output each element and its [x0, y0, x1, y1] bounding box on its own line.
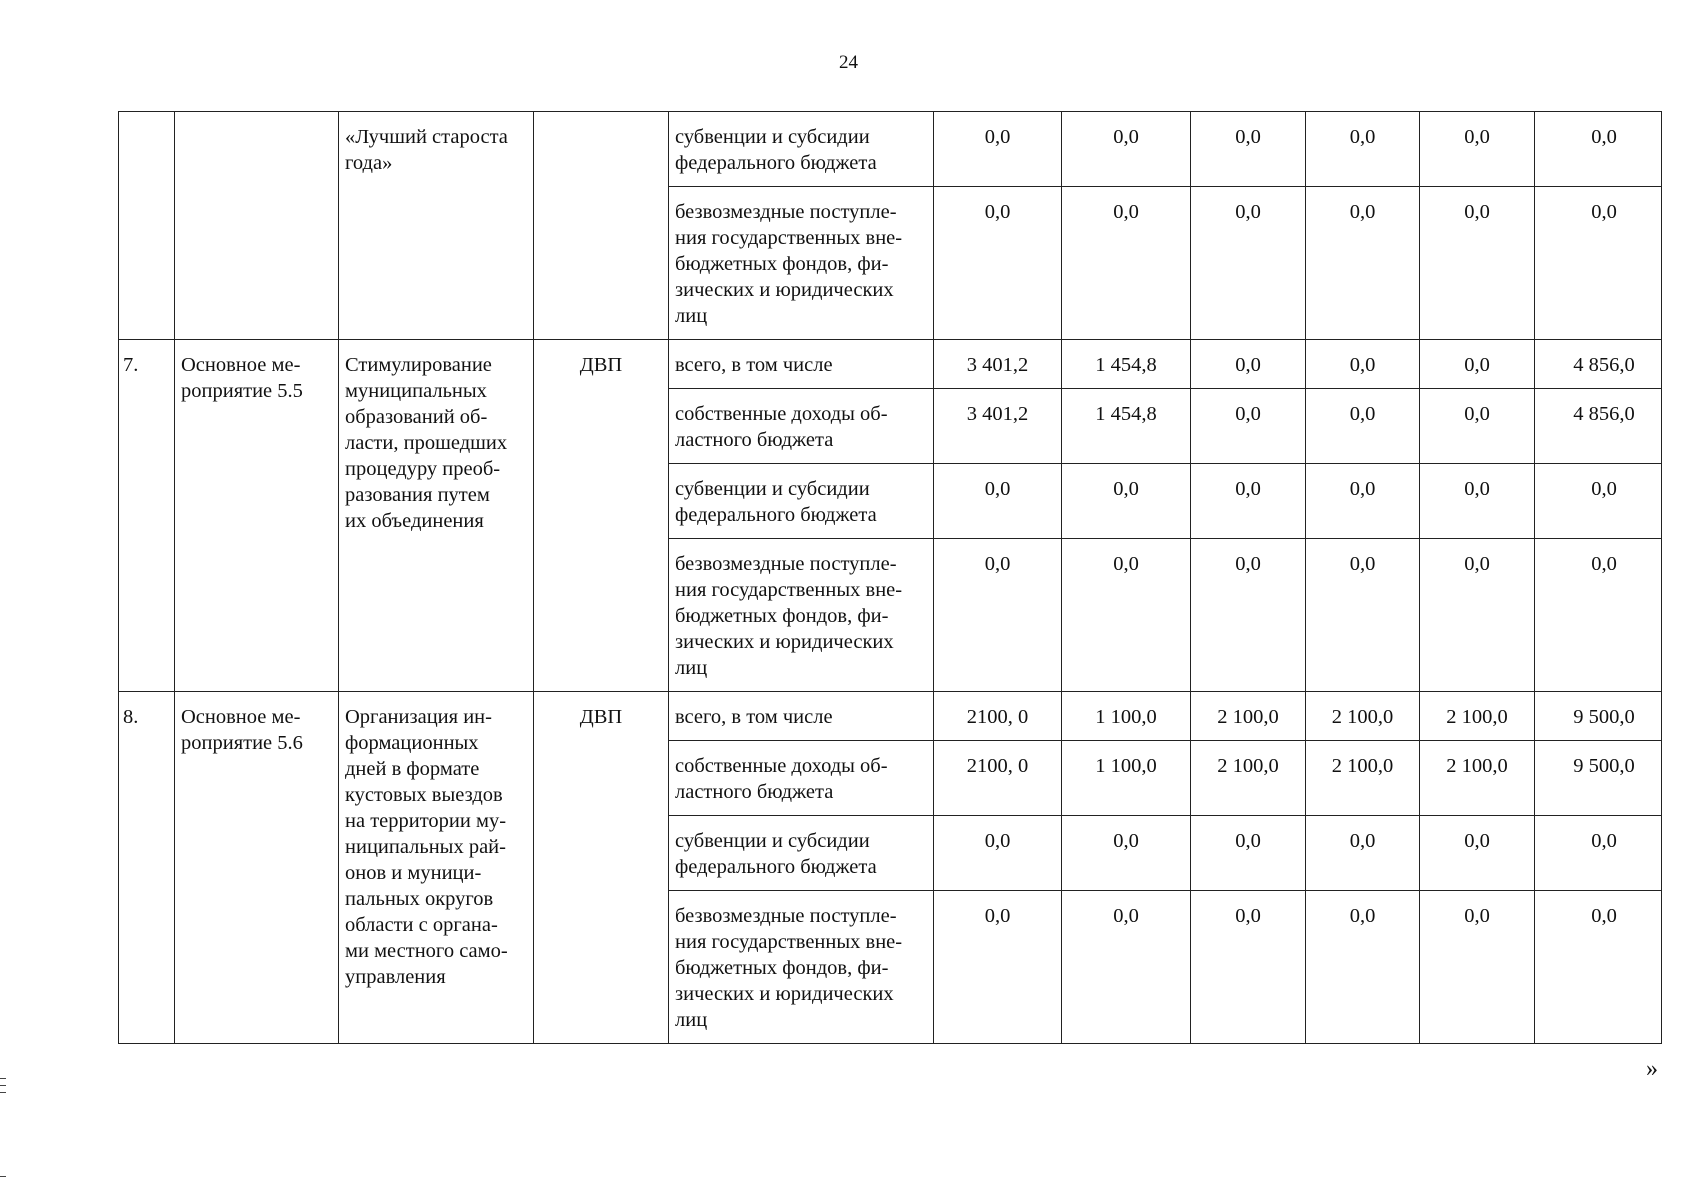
measure-title-line: процедуру преоб-: [345, 458, 501, 480]
measure-type-line: Основное ме-: [181, 354, 301, 376]
funding-source-line: лиц: [675, 1009, 708, 1031]
measure-title-line: ниципальных рай-: [345, 836, 506, 858]
value-cell: 0,0: [1306, 891, 1420, 1044]
funding-source-cell: [669, 112, 934, 187]
value-cell: 2 100,0: [1306, 692, 1420, 741]
measure-title-line: пальных округов: [345, 888, 494, 910]
value-cell: 0,0: [934, 891, 1062, 1044]
funding-source-cell: [669, 692, 934, 741]
measure-type-cell: [175, 112, 339, 340]
funding-source-line: собственные доходы об-: [675, 755, 888, 777]
funding-source-line: зических и юридических: [675, 631, 894, 653]
value-cell: 2100, 0: [934, 741, 1062, 816]
funding-source-line: бюджетных фондов, фи-: [675, 253, 889, 275]
value-cell: 0,0: [934, 464, 1062, 539]
value-cell: 2 100,0: [1191, 741, 1306, 816]
value-cell: 2 100,0: [1191, 692, 1306, 741]
value-cell: 2 100,0: [1420, 692, 1535, 741]
funding-source-line: всего, в том числе: [675, 354, 833, 376]
measure-title-line: разования путем: [345, 484, 490, 506]
value-cell: 0,0: [1191, 539, 1306, 692]
value-cell: 0,0: [1420, 816, 1535, 891]
table-row: [119, 112, 1662, 187]
funding-source-line: ния государственных вне-: [675, 931, 903, 953]
value-cell: 0,0: [1420, 112, 1535, 187]
index-cell: 8.: [119, 692, 175, 1044]
value-cell: 3 401,2: [934, 340, 1062, 389]
measure-title-line: управления: [345, 966, 446, 988]
measure-title-line: области с органа-: [345, 914, 498, 936]
funding-source-line: федерального бюджета: [675, 504, 877, 526]
funding-source-line: федерального бюджета: [675, 152, 877, 174]
funding-source-line: безвозмездные поступле-: [675, 553, 897, 575]
funding-source-cell: [669, 539, 934, 692]
total-value-cell: 0,0: [1535, 464, 1662, 539]
value-cell: 0,0: [1062, 464, 1191, 539]
value-cell: 0,0: [1191, 112, 1306, 187]
value-cell: 0,0: [1306, 389, 1420, 464]
funding-source-cell: [669, 741, 934, 816]
value-cell: 0,0: [1306, 464, 1420, 539]
measure-title-line: формационных: [345, 732, 479, 754]
total-value-cell: 0,0: [1535, 816, 1662, 891]
measure-title-line: ласти, прошедших: [345, 432, 508, 454]
funding-source-cell: [669, 891, 934, 1044]
measure-title-line: «Лучший староста: [345, 126, 508, 148]
value-cell: 0,0: [1306, 340, 1420, 389]
executor-cell: ДВП: [534, 692, 669, 1044]
value-cell: 0,0: [1420, 539, 1535, 692]
funding-source-line: субвенции и субсидии: [675, 126, 870, 148]
funding-source-cell: [669, 816, 934, 891]
funding-source-line: ластного бюджета: [675, 429, 834, 451]
funding-source-cell: [669, 464, 934, 539]
value-cell: 0,0: [1191, 816, 1306, 891]
measure-type-cell: [175, 692, 339, 1044]
value-cell: 2100, 0: [934, 692, 1062, 741]
executor-cell: [534, 112, 669, 340]
measure-title-line: Стимулирование: [345, 354, 492, 376]
measure-title-line: Организация ин-: [345, 706, 492, 728]
value-cell: 0,0: [1062, 539, 1191, 692]
funding-source-line: бюджетных фондов, фи-: [675, 605, 889, 627]
page-number: 24: [839, 52, 858, 73]
funding-source-line: ния государственных вне-: [675, 227, 903, 249]
funding-source-line: зических и юридических: [675, 983, 894, 1005]
value-cell: 0,0: [1191, 187, 1306, 340]
funding-source-line: лиц: [675, 657, 708, 679]
value-cell: 3 401,2: [934, 389, 1062, 464]
value-cell: 0,0: [1306, 112, 1420, 187]
scan-margin-mark: [0, 1176, 6, 1177]
value-cell: 1 454,8: [1062, 340, 1191, 389]
funding-source-line: федерального бюджета: [675, 856, 877, 878]
value-cell: 0,0: [1062, 816, 1191, 891]
value-cell: 0,0: [934, 187, 1062, 340]
funding-source-line: лиц: [675, 305, 708, 327]
funding-source-cell: [669, 389, 934, 464]
total-value-cell: 9 500,0: [1535, 741, 1662, 816]
measure-type-line: Основное ме-: [181, 706, 301, 728]
table-row: [119, 692, 1662, 741]
measure-title-cell: [339, 692, 534, 1044]
value-cell: 0,0: [1191, 464, 1306, 539]
value-cell: 0,0: [1191, 340, 1306, 389]
funding-source-line: ластного бюджета: [675, 781, 834, 803]
total-value-cell: 4 856,0: [1535, 389, 1662, 464]
value-cell: 0,0: [1420, 187, 1535, 340]
measure-title-line: муниципальных: [345, 380, 487, 402]
closing-quote: »: [1646, 1056, 1658, 1082]
value-cell: 0,0: [1062, 891, 1191, 1044]
funding-source-line: безвозмездные поступле-: [675, 905, 897, 927]
executor-cell: ДВП: [534, 340, 669, 692]
measure-title-line: года»: [345, 152, 393, 174]
measure-type-line: роприятие 5.6: [181, 732, 303, 754]
value-cell: 1 454,8: [1062, 389, 1191, 464]
funding-source-line: безвозмездные поступле-: [675, 201, 897, 223]
table-row: [119, 340, 1662, 389]
index-cell: [119, 112, 175, 340]
measure-title-line: ми местного само-: [345, 940, 508, 962]
measure-type-line: роприятие 5.5: [181, 380, 303, 402]
value-cell: 0,0: [934, 112, 1062, 187]
value-cell: 0,0: [1191, 389, 1306, 464]
value-cell: 0,0: [934, 539, 1062, 692]
value-cell: 0,0: [1306, 816, 1420, 891]
value-cell: 0,0: [1420, 464, 1535, 539]
measure-title-cell: [339, 112, 534, 340]
value-cell: 2 100,0: [1306, 741, 1420, 816]
scan-margin-mark: [0, 1085, 6, 1086]
funding-source-line: субвенции и субсидии: [675, 830, 870, 852]
measure-title-line: дней в формате: [345, 758, 480, 780]
funding-source-line: собственные доходы об-: [675, 403, 888, 425]
funding-source-line: субвенции и субсидии: [675, 478, 870, 500]
total-value-cell: 0,0: [1535, 539, 1662, 692]
measure-title-line: на территории му-: [345, 810, 507, 832]
measure-title-line: кустовых выездов: [345, 784, 503, 806]
funding-source-cell: [669, 340, 934, 389]
total-value-cell: 9 500,0: [1535, 692, 1662, 741]
measure-title-line: образований об-: [345, 406, 488, 428]
measure-title-line: онов и муници-: [345, 862, 482, 884]
index-cell: 7.: [119, 340, 175, 692]
measure-title-cell: [339, 340, 534, 692]
measure-type-cell: [175, 340, 339, 692]
total-value-cell: 0,0: [1535, 112, 1662, 187]
value-cell: 0,0: [1306, 539, 1420, 692]
value-cell: 0,0: [1420, 389, 1535, 464]
funding-source-line: ния государственных вне-: [675, 579, 903, 601]
value-cell: 2 100,0: [1420, 741, 1535, 816]
value-cell: 0,0: [1062, 187, 1191, 340]
value-cell: 1 100,0: [1062, 741, 1191, 816]
total-value-cell: 4 856,0: [1535, 340, 1662, 389]
value-cell: 1 100,0: [1062, 692, 1191, 741]
funding-source-cell: [669, 187, 934, 340]
funding-source-line: бюджетных фондов, фи-: [675, 957, 889, 979]
value-cell: 0,0: [934, 816, 1062, 891]
value-cell: 0,0: [1306, 187, 1420, 340]
budget-table: [118, 111, 1662, 1044]
funding-source-line: зических и юридических: [675, 279, 894, 301]
value-cell: 0,0: [1191, 891, 1306, 1044]
scan-margin-mark: [0, 1092, 6, 1093]
value-cell: 0,0: [1420, 340, 1535, 389]
scan-margin-mark: [0, 1078, 6, 1079]
value-cell: 0,0: [1420, 891, 1535, 1044]
total-value-cell: 0,0: [1535, 187, 1662, 340]
total-value-cell: 0,0: [1535, 891, 1662, 1044]
funding-source-line: всего, в том числе: [675, 706, 833, 728]
measure-title-line: их объединения: [345, 510, 484, 532]
value-cell: 0,0: [1062, 112, 1191, 187]
